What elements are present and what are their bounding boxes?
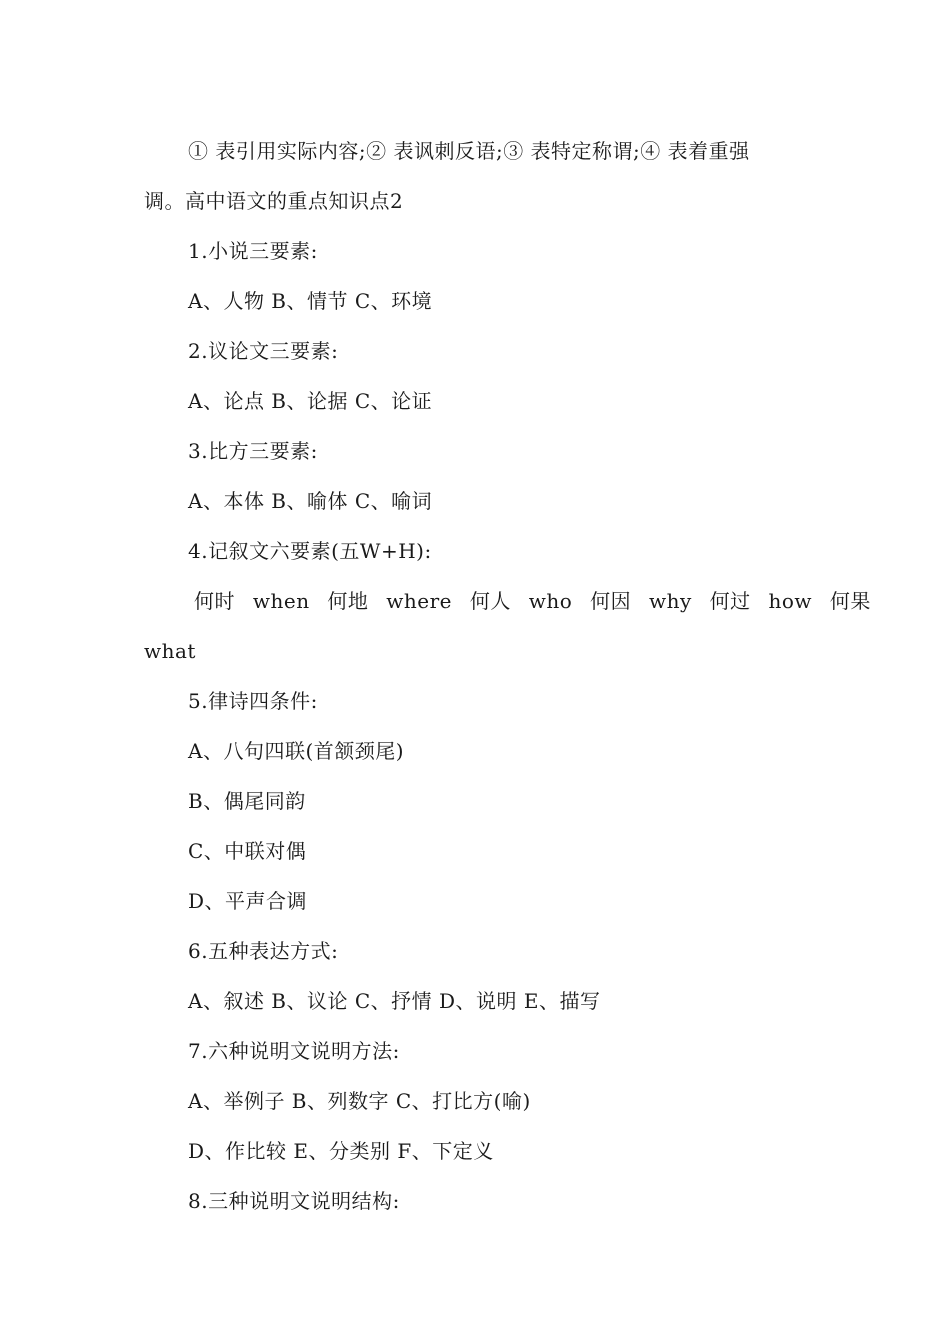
heading-argument-elements: 2.议论文三要素:: [188, 339, 339, 363]
heading-explanation-methods: 7.六种说明文说明方法:: [188, 1039, 400, 1063]
text-line-expression-items: A、叙述 B、议论 C、抒情 D、说明 E、描写: [188, 989, 601, 1013]
heading-novel-elements: 1.小说三要素:: [188, 239, 318, 263]
text-line-1: ① 表引用实际内容;② 表讽刺反语;③ 表特定称谓;④ 表着重强: [188, 139, 750, 163]
text-line-2: 调。高中语文的重点知识点2: [144, 189, 404, 213]
text-line-verse-c: C、中联对偶: [188, 839, 307, 863]
heading-regulated-verse: 5.律诗四条件:: [188, 689, 318, 713]
heading-explanation-structures: 8.三种说明文说明结构:: [188, 1189, 400, 1213]
text-line-narrative-items-cont: what: [144, 639, 196, 663]
text-line-verse-b: B、偶尾同韵: [188, 789, 306, 813]
text-line-metaphor-items: A、本体 B、喻体 C、喻词: [188, 489, 433, 513]
text-line-novel-items: A、人物 B、情节 C、环境: [188, 289, 433, 313]
text-line-verse-d: D、平声合调: [188, 889, 308, 913]
heading-narrative-elements: 4.记叙文六要素(五W+H):: [188, 539, 432, 563]
text-line-methods-1: A、举例子 B、列数字 C、打比方(喻): [188, 1089, 531, 1113]
text-line-argument-items: A、论点 B、论据 C、论证: [188, 389, 433, 413]
heading-expression-modes: 6.五种表达方式:: [188, 939, 339, 963]
text-line-methods-2: D、作比较 E、分类别 F、下定义: [188, 1139, 494, 1163]
text-line-narrative-items: 何时 when 何地 where 何人 who 何因 why 何过 how 何果: [194, 589, 871, 613]
heading-metaphor-elements: 3.比方三要素:: [188, 439, 318, 463]
text-line-verse-a: A、八句四联(首颔颈尾): [188, 739, 405, 763]
